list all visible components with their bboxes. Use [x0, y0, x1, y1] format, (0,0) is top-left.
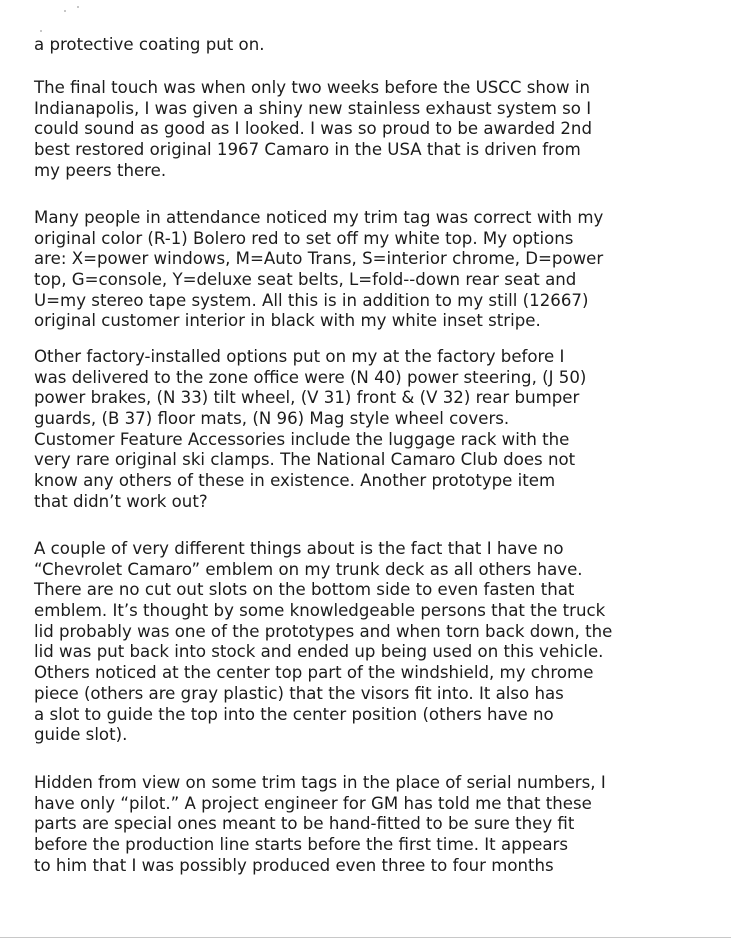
text-line: emblem. It’s thought by some knowledgeable persons that the truck	[34, 601, 606, 621]
text-line: guide slot).	[34, 725, 128, 745]
text-line: original customer interior in black with my white inset stripe.	[34, 311, 541, 331]
text-line: Other factory-installed options put on my at the factory before I	[34, 347, 565, 366]
text-line: could sound as good as I looked. I was so proud to be awarded 2nd	[34, 119, 592, 139]
text-line: very rare original ski clamps. The National Camaro Club does not	[34, 450, 576, 470]
scan-speck	[40, 30, 42, 32]
text-line: a slot to guide the top into the center position (others have no	[34, 704, 554, 724]
text-line: before the production line starts before the first time. It appears	[34, 835, 569, 855]
text-line: power brakes, (N 33) tilt wheel, (V 31) front & (V 32) rear bumper	[34, 388, 580, 408]
scan-speck	[64, 10, 66, 12]
text-line: lid probably was one of the prototypes and when torn back down, the	[34, 621, 613, 641]
text-line: that didn’t work out?	[34, 491, 208, 511]
text-line: parts are special ones meant to be hand-fitted to be sure they fit	[34, 814, 575, 834]
text-line: best restored original 1967 Camaro in the USA that is driven from	[34, 140, 581, 160]
scan-edge-line	[0, 937, 731, 938]
text-line: lid was put back into stock and ended up being used on this vehicle.	[34, 642, 604, 662]
paragraph-pilot-tag	[34, 773, 714, 876]
text-line: Customer Feature Accessories include the luggage rack with the	[34, 429, 570, 449]
text-line: Indianapolis, I was given a shiny new stainless exhaust system so I	[34, 98, 592, 118]
text-line: Hidden from view on some trim tags in the place of serial numbers, I	[34, 773, 606, 792]
text-line: “Chevrolet Camaro” emblem on my trunk deck as all others have.	[34, 559, 583, 579]
text-line: U=my stereo tape system. All this is in addition to my still (12667)	[34, 290, 589, 310]
text-line: my peers there.	[34, 160, 167, 180]
text-line: was delivered to the zone office were (N 40) power steering, (J 50)	[34, 367, 587, 387]
text-line: know any others of these in existence. Another prototype item	[34, 471, 556, 491]
text-line: are: X=power windows, M=Auto Trans, S=interior chrome, D=power	[34, 249, 604, 269]
text-line: A couple of very different things about is the fact that I have no	[34, 539, 564, 558]
text-line: Others noticed at the center top part of the windshield, my chrome	[34, 663, 594, 683]
text-line: original color (R-1) Bolero red to set off my white top. My options	[34, 228, 574, 248]
text-line: There are no cut out slots on the bottom side to even fasten that	[34, 580, 575, 600]
text-line: The final touch was when only two weeks before the USCC show in	[34, 78, 590, 97]
scan-speck	[77, 6, 79, 8]
paragraph-emblem-differences	[34, 539, 714, 746]
paragraph-continuation	[34, 35, 714, 56]
paragraph-exhaust-award	[34, 78, 714, 181]
paragraph-factory-options	[34, 347, 714, 513]
text-line: Many people in attendance noticed my trim tag was correct with my	[34, 208, 604, 227]
text-line: top, G=console, Y=deluxe seat belts, L=fold--down rear seat and	[34, 270, 577, 290]
text-line: to him that I was possibly produced even three to four months	[34, 855, 554, 875]
text-line: have only “pilot.” A project engineer for GM has told me that these	[34, 793, 592, 813]
text-line: piece (others are gray plastic) that the visors fit into. It also has	[34, 683, 564, 703]
text-line: guards, (B 37) floor mats, (N 96) Mag style wheel covers.	[34, 409, 510, 429]
paragraph-trim-tag-options	[34, 208, 714, 332]
text-line: a protective coating put on.	[34, 35, 265, 54]
